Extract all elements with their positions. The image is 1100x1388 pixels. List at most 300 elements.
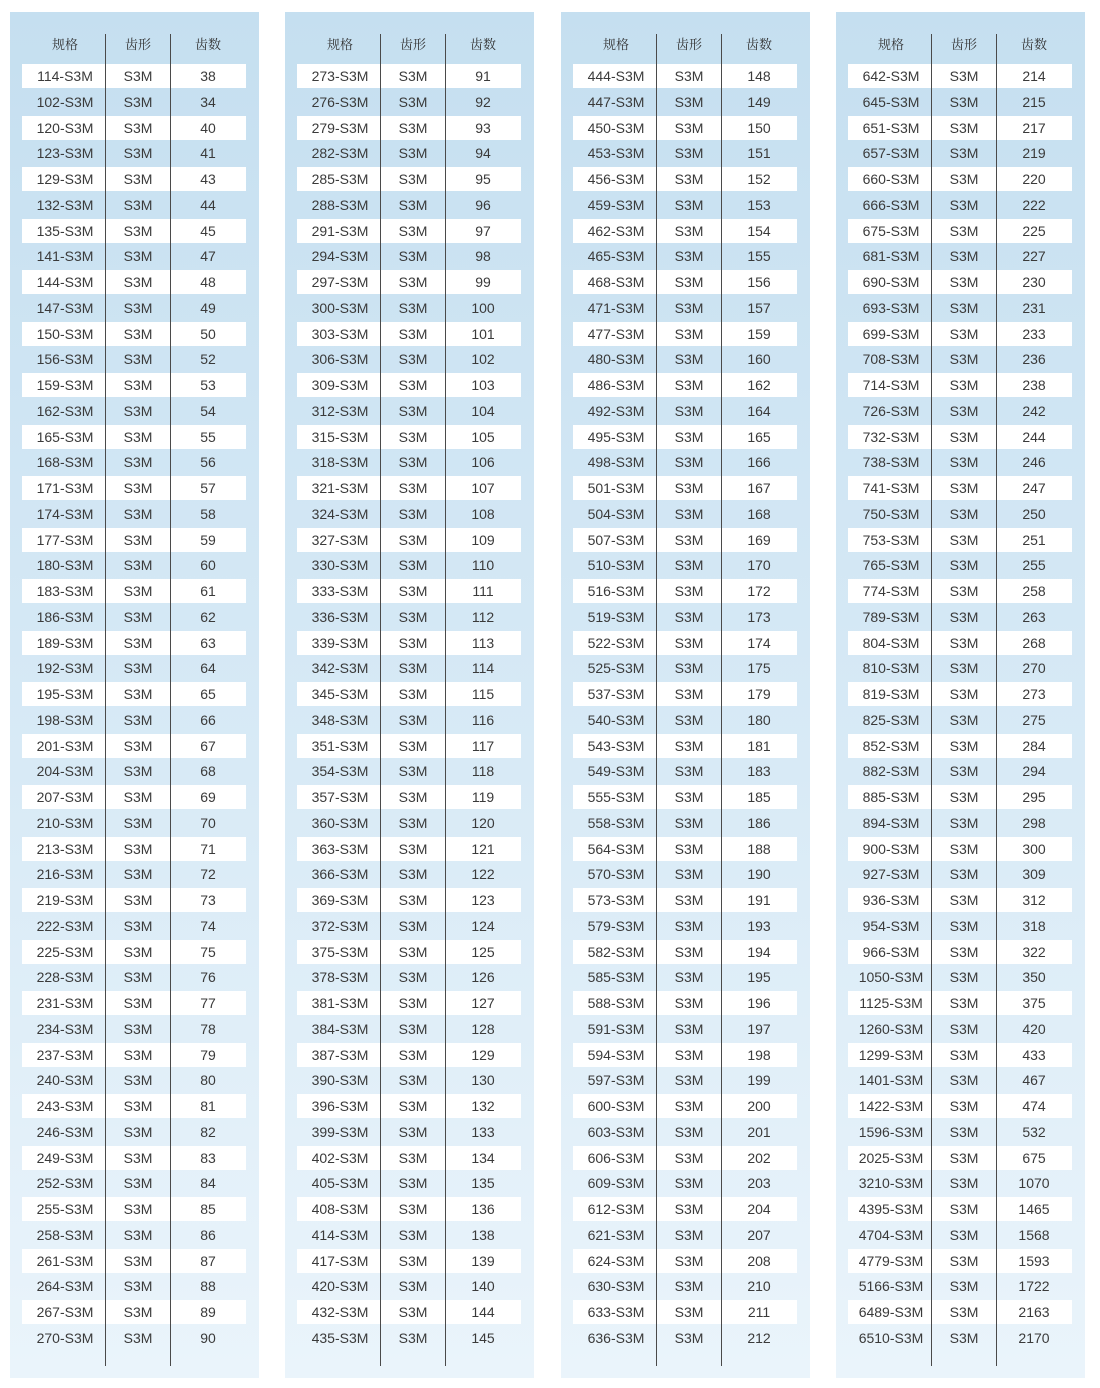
cell-tooth-profile: S3M xyxy=(398,119,428,136)
table-row xyxy=(22,1068,246,1094)
cell-spec: 267-S3M xyxy=(36,1304,94,1320)
cell-tooth-profile: S3M xyxy=(398,1175,428,1192)
cell-tooth-profile: S3M xyxy=(949,1072,979,1089)
cell-spec: 132-S3M xyxy=(36,196,94,213)
table-row xyxy=(22,785,246,811)
table-row xyxy=(297,579,521,605)
cell-tooth-count: 91 xyxy=(475,68,491,84)
table-row xyxy=(297,64,521,90)
cell-tooth-count: 174 xyxy=(747,634,771,651)
cell-tooth-count: 275 xyxy=(1022,711,1046,728)
table-row xyxy=(297,219,521,245)
cell-tooth-profile: S3M xyxy=(398,814,428,831)
header-spec: 规格 xyxy=(326,37,354,52)
table-row xyxy=(22,322,246,348)
cell-spec: 189-S3M xyxy=(36,634,94,651)
table-row xyxy=(297,425,521,451)
cell-tooth-profile: S3M xyxy=(674,686,704,702)
cell-spec: 462-S3M xyxy=(587,222,645,239)
table-row xyxy=(297,991,521,1017)
table-row xyxy=(573,1146,797,1172)
cell-tooth-profile: S3M xyxy=(398,1046,428,1063)
table-body xyxy=(573,64,797,1352)
cell-tooth-profile: S3M xyxy=(398,1226,428,1243)
table-row xyxy=(848,193,1072,219)
cell-tooth-count: 179 xyxy=(747,686,771,702)
cell-spec: 681-S3M xyxy=(862,248,920,265)
cell-spec: 435-S3M xyxy=(311,1329,369,1346)
cell-tooth-count: 164 xyxy=(747,402,771,419)
cell-tooth-profile: S3M xyxy=(123,119,153,136)
cell-spec: 342-S3M xyxy=(311,660,369,677)
cell-tooth-profile: S3M xyxy=(949,119,979,136)
table-row xyxy=(297,1274,521,1300)
cell-tooth-count: 175 xyxy=(747,660,771,677)
cell-tooth-count: 126 xyxy=(471,969,495,986)
cell-tooth-profile: S3M xyxy=(123,634,153,651)
cell-tooth-count: 183 xyxy=(747,763,771,780)
table-row xyxy=(573,193,797,219)
table-row xyxy=(573,450,797,476)
cell-tooth-profile: S3M xyxy=(674,119,704,136)
table-row xyxy=(573,811,797,837)
cell-tooth-count: 219 xyxy=(1022,145,1046,162)
cell-spec: 699-S3M xyxy=(862,325,920,342)
cell-tooth-count: 94 xyxy=(475,145,491,162)
cell-tooth-count: 38 xyxy=(200,68,216,84)
cell-tooth-profile: S3M xyxy=(949,299,979,316)
cell-tooth-count: 55 xyxy=(200,428,216,445)
table-row xyxy=(297,296,521,322)
cell-tooth-profile: S3M xyxy=(398,93,428,110)
table-row xyxy=(573,141,797,167)
cell-tooth-count: 199 xyxy=(747,1072,771,1089)
cell-tooth-profile: S3M xyxy=(123,686,153,702)
cell-tooth-count: 130 xyxy=(471,1072,495,1089)
cell-spec: 2025-S3M xyxy=(858,1149,924,1166)
cell-tooth-count: 123 xyxy=(471,892,495,908)
cell-spec: 585-S3M xyxy=(587,969,645,986)
cell-spec: 4704-S3M xyxy=(858,1226,924,1243)
cell-tooth-profile: S3M xyxy=(674,274,704,290)
table-row xyxy=(848,116,1072,142)
table-row xyxy=(22,759,246,785)
cell-spec: 477-S3M xyxy=(587,325,645,342)
cell-spec: 522-S3M xyxy=(587,634,645,651)
table-row xyxy=(848,1120,1072,1146)
cell-spec: 504-S3M xyxy=(587,505,645,522)
cell-tooth-count: 255 xyxy=(1022,557,1046,574)
column-divider xyxy=(105,34,106,1366)
cell-tooth-profile: S3M xyxy=(949,608,979,625)
table-row xyxy=(297,450,521,476)
table-row xyxy=(848,888,1072,914)
cell-tooth-profile: S3M xyxy=(123,1123,153,1140)
cell-tooth-count: 215 xyxy=(1022,93,1046,110)
cell-tooth-count: 122 xyxy=(471,866,495,883)
table-row xyxy=(573,64,797,90)
cell-spec: 1422-S3M xyxy=(858,1098,924,1114)
cell-tooth-count: 118 xyxy=(471,763,495,780)
cell-tooth-profile: S3M xyxy=(123,377,153,393)
cell-tooth-count: 56 xyxy=(200,454,216,471)
cell-tooth-count: 151 xyxy=(747,145,771,162)
table-row xyxy=(22,373,246,399)
cell-spec: 135-S3M xyxy=(36,222,94,239)
cell-tooth-count: 211 xyxy=(747,1304,771,1320)
table-row xyxy=(848,167,1072,193)
cell-tooth-count: 197 xyxy=(747,1020,771,1037)
cell-tooth-profile: S3M xyxy=(398,222,428,239)
spec-table-panel-2 xyxy=(285,12,534,1378)
cell-tooth-count: 65 xyxy=(200,686,216,702)
cell-tooth-count: 109 xyxy=(471,531,495,548)
header-tooth-profile: 齿形 xyxy=(950,37,978,52)
cell-tooth-profile: S3M xyxy=(398,1304,428,1320)
table-row xyxy=(573,322,797,348)
cell-tooth-count: 132 xyxy=(471,1098,495,1114)
cell-tooth-profile: S3M xyxy=(674,428,704,445)
cell-tooth-profile: S3M xyxy=(674,454,704,471)
cell-tooth-count: 263 xyxy=(1022,608,1046,625)
cell-tooth-profile: S3M xyxy=(123,402,153,419)
cell-tooth-count: 318 xyxy=(1022,917,1046,934)
cell-tooth-profile: S3M xyxy=(123,1072,153,1089)
cell-tooth-count: 125 xyxy=(471,943,495,960)
cell-spec: 162-S3M xyxy=(36,402,94,419)
cell-tooth-profile: S3M xyxy=(949,222,979,239)
table-row xyxy=(848,399,1072,425)
cell-tooth-count: 76 xyxy=(200,969,216,986)
cell-spec: 885-S3M xyxy=(862,789,920,805)
cell-tooth-profile: S3M xyxy=(398,299,428,316)
header-tooth-count: 齿数 xyxy=(194,37,222,52)
table-row xyxy=(22,605,246,631)
table-row xyxy=(22,965,246,991)
header-tooth-profile: 齿形 xyxy=(124,37,152,52)
cell-tooth-profile: S3M xyxy=(123,866,153,883)
column-divider xyxy=(721,34,722,1366)
table-row xyxy=(22,1326,246,1352)
cell-spec: 453-S3M xyxy=(587,145,645,162)
cell-tooth-count: 190 xyxy=(747,866,771,883)
cell-spec: 216-S3M xyxy=(36,866,94,883)
cell-tooth-count: 156 xyxy=(747,274,771,290)
cell-tooth-count: 1593 xyxy=(1018,1252,1050,1269)
cell-tooth-count: 44 xyxy=(200,196,216,213)
cell-spec: 417-S3M xyxy=(311,1252,369,1269)
cell-tooth-count: 48 xyxy=(200,274,216,290)
cell-spec: 1596-S3M xyxy=(858,1123,924,1140)
cell-tooth-profile: S3M xyxy=(674,505,704,522)
cell-tooth-profile: S3M xyxy=(123,248,153,265)
column-divider xyxy=(656,34,657,1366)
cell-tooth-profile: S3M xyxy=(123,1046,153,1063)
table-row xyxy=(573,1068,797,1094)
cell-tooth-count: 103 xyxy=(471,377,495,393)
cell-spec: 231-S3M xyxy=(36,995,94,1011)
header-tooth-profile: 齿形 xyxy=(399,37,427,52)
cell-tooth-count: 106 xyxy=(471,454,495,471)
cell-tooth-profile: S3M xyxy=(123,299,153,316)
cell-tooth-profile: S3M xyxy=(398,1201,428,1217)
cell-tooth-count: 270 xyxy=(1022,660,1046,677)
table-row xyxy=(573,1094,797,1120)
cell-tooth-count: 50 xyxy=(200,325,216,342)
cell-tooth-profile: S3M xyxy=(123,917,153,934)
cell-tooth-count: 41 xyxy=(200,145,216,162)
cell-tooth-count: 294 xyxy=(1022,763,1046,780)
table-row xyxy=(297,888,521,914)
cell-tooth-count: 96 xyxy=(475,196,491,213)
table-row xyxy=(22,940,246,966)
header-tooth-profile: 齿形 xyxy=(675,37,703,52)
cell-tooth-profile: S3M xyxy=(949,454,979,471)
cell-tooth-count: 82 xyxy=(200,1123,216,1140)
cell-tooth-profile: S3M xyxy=(123,608,153,625)
cell-tooth-profile: S3M xyxy=(674,377,704,393)
cell-tooth-profile: S3M xyxy=(949,402,979,419)
cell-tooth-profile: S3M xyxy=(949,840,979,857)
cell-spec: 261-S3M xyxy=(36,1252,94,1269)
cell-tooth-count: 154 xyxy=(747,222,771,239)
table-row xyxy=(848,965,1072,991)
cell-tooth-count: 73 xyxy=(200,892,216,908)
cell-tooth-count: 309 xyxy=(1022,866,1046,883)
table-row xyxy=(573,347,797,373)
table-row xyxy=(848,862,1072,888)
table-row xyxy=(848,708,1072,734)
cell-tooth-count: 133 xyxy=(471,1123,495,1140)
cell-spec: 447-S3M xyxy=(587,93,645,110)
cell-tooth-profile: S3M xyxy=(949,248,979,265)
cell-tooth-profile: S3M xyxy=(398,196,428,213)
cell-spec: 4395-S3M xyxy=(858,1201,924,1217)
cell-tooth-count: 53 xyxy=(200,377,216,393)
cell-spec: 357-S3M xyxy=(311,789,369,805)
table-row xyxy=(297,528,521,554)
table-row xyxy=(297,116,521,142)
cell-spec: 246-S3M xyxy=(36,1123,94,1140)
table-row xyxy=(297,1300,521,1326)
cell-tooth-profile: S3M xyxy=(674,222,704,239)
cell-spec: 606-S3M xyxy=(587,1149,645,1166)
cell-spec: 300-S3M xyxy=(311,299,369,316)
cell-spec: 5166-S3M xyxy=(858,1278,924,1295)
cell-spec: 285-S3M xyxy=(311,171,369,187)
table-row xyxy=(573,1017,797,1043)
cell-tooth-profile: S3M xyxy=(949,1123,979,1140)
table-row xyxy=(22,682,246,708)
cell-spec: 486-S3M xyxy=(587,377,645,393)
cell-tooth-profile: S3M xyxy=(398,505,428,522)
table-row xyxy=(848,1300,1072,1326)
cell-tooth-profile: S3M xyxy=(398,145,428,162)
table-row xyxy=(573,888,797,914)
table-row xyxy=(22,1146,246,1172)
cell-spec: 498-S3M xyxy=(587,454,645,471)
table-row xyxy=(297,940,521,966)
cell-tooth-profile: S3M xyxy=(398,377,428,393)
cell-tooth-profile: S3M xyxy=(674,866,704,883)
cell-tooth-count: 111 xyxy=(472,583,494,599)
cell-spec: 141-S3M xyxy=(36,248,94,265)
cell-tooth-profile: S3M xyxy=(398,892,428,908)
cell-tooth-count: 474 xyxy=(1022,1098,1046,1114)
cell-spec: 192-S3M xyxy=(36,660,94,677)
cell-spec: 612-S3M xyxy=(587,1201,645,1217)
cell-spec: 660-S3M xyxy=(862,171,920,187)
cell-tooth-count: 258 xyxy=(1022,583,1046,599)
cell-tooth-profile: S3M xyxy=(949,1098,979,1114)
cell-spec: 4779-S3M xyxy=(858,1252,924,1269)
table-row xyxy=(848,425,1072,451)
cell-tooth-count: 246 xyxy=(1022,454,1046,471)
cell-tooth-count: 159 xyxy=(747,325,771,342)
cell-spec: 666-S3M xyxy=(862,196,920,213)
cell-tooth-profile: S3M xyxy=(949,505,979,522)
cell-tooth-profile: S3M xyxy=(674,93,704,110)
table-row xyxy=(22,502,246,528)
table-row xyxy=(573,502,797,528)
table-row xyxy=(22,450,246,476)
cell-tooth-count: 251 xyxy=(1022,531,1046,548)
table-row xyxy=(22,1223,246,1249)
cell-spec: 444-S3M xyxy=(587,68,645,84)
table-row xyxy=(22,64,246,90)
cell-spec: 264-S3M xyxy=(36,1278,94,1295)
cell-tooth-profile: S3M xyxy=(949,145,979,162)
cell-tooth-count: 110 xyxy=(471,557,495,574)
cell-spec: 219-S3M xyxy=(36,892,94,908)
cell-tooth-count: 250 xyxy=(1022,505,1046,522)
table-row xyxy=(573,1197,797,1223)
cell-tooth-profile: S3M xyxy=(123,1175,153,1192)
table-row xyxy=(573,116,797,142)
cell-tooth-profile: S3M xyxy=(123,171,153,187)
cell-spec: 249-S3M xyxy=(36,1149,94,1166)
table-row xyxy=(573,90,797,116)
cell-tooth-profile: S3M xyxy=(123,274,153,290)
cell-spec: 603-S3M xyxy=(587,1123,645,1140)
cell-tooth-profile: S3M xyxy=(123,943,153,960)
cell-tooth-profile: S3M xyxy=(674,196,704,213)
cell-tooth-profile: S3M xyxy=(949,1046,979,1063)
cell-tooth-profile: S3M xyxy=(123,351,153,368)
cell-tooth-count: 68 xyxy=(200,763,216,780)
cell-spec: 399-S3M xyxy=(311,1123,369,1140)
cell-spec: 243-S3M xyxy=(36,1098,94,1114)
cell-tooth-profile: S3M xyxy=(398,1098,428,1114)
cell-spec: 333-S3M xyxy=(311,583,369,599)
table-row xyxy=(22,914,246,940)
cell-spec: 555-S3M xyxy=(587,789,645,805)
cell-tooth-profile: S3M xyxy=(949,814,979,831)
table-row xyxy=(848,244,1072,270)
cell-spec: 183-S3M xyxy=(36,583,94,599)
cell-tooth-profile: S3M xyxy=(398,995,428,1011)
cell-tooth-count: 80 xyxy=(200,1072,216,1089)
cell-spec: 1299-S3M xyxy=(858,1046,924,1063)
cell-tooth-count: 210 xyxy=(747,1278,771,1295)
cell-spec: 222-S3M xyxy=(36,917,94,934)
cell-tooth-profile: S3M xyxy=(674,1020,704,1037)
cell-tooth-profile: S3M xyxy=(674,634,704,651)
cell-spec: 1050-S3M xyxy=(858,969,924,986)
cell-spec: 591-S3M xyxy=(587,1020,645,1037)
table-row xyxy=(848,1274,1072,1300)
cell-tooth-profile: S3M xyxy=(123,814,153,831)
table-row xyxy=(848,90,1072,116)
column-divider xyxy=(380,34,381,1366)
cell-spec: 789-S3M xyxy=(862,608,920,625)
cell-spec: 282-S3M xyxy=(311,145,369,162)
cell-tooth-profile: S3M xyxy=(949,943,979,960)
cell-tooth-count: 295 xyxy=(1022,789,1046,805)
cell-spec: 348-S3M xyxy=(311,711,369,728)
cell-spec: 573-S3M xyxy=(587,892,645,908)
cell-tooth-count: 149 xyxy=(747,93,771,110)
cell-tooth-profile: S3M xyxy=(123,196,153,213)
table-row xyxy=(848,347,1072,373)
table-row xyxy=(297,656,521,682)
cell-tooth-profile: S3M xyxy=(949,171,979,187)
table-row xyxy=(848,502,1072,528)
table-row xyxy=(573,219,797,245)
cell-tooth-profile: S3M xyxy=(674,145,704,162)
table-row xyxy=(297,90,521,116)
cell-tooth-count: 74 xyxy=(200,917,216,934)
cell-tooth-profile: S3M xyxy=(674,171,704,187)
cell-tooth-count: 420 xyxy=(1022,1020,1046,1037)
cell-tooth-count: 64 xyxy=(200,660,216,677)
cell-tooth-profile: S3M xyxy=(123,454,153,471)
cell-tooth-profile: S3M xyxy=(949,866,979,883)
cell-tooth-count: 152 xyxy=(747,171,771,187)
cell-tooth-count: 160 xyxy=(747,351,771,368)
cell-tooth-count: 117 xyxy=(471,737,495,754)
cell-tooth-profile: S3M xyxy=(674,943,704,960)
cell-spec: 225-S3M xyxy=(36,943,94,960)
cell-tooth-profile: S3M xyxy=(949,274,979,290)
cell-spec: 594-S3M xyxy=(587,1046,645,1063)
cell-tooth-count: 1070 xyxy=(1018,1175,1050,1192)
table-row xyxy=(848,476,1072,502)
header-tooth-count: 齿数 xyxy=(469,37,497,52)
cell-spec: 414-S3M xyxy=(311,1226,369,1243)
table-row xyxy=(848,656,1072,682)
cell-tooth-count: 350 xyxy=(1022,969,1046,986)
cell-tooth-count: 88 xyxy=(200,1278,216,1295)
spec-table-panel-1 xyxy=(10,12,259,1378)
table-row xyxy=(573,965,797,991)
table-row xyxy=(848,631,1072,657)
table-row xyxy=(297,1223,521,1249)
cell-tooth-profile: S3M xyxy=(123,737,153,754)
cell-tooth-count: 236 xyxy=(1022,351,1046,368)
cell-tooth-count: 119 xyxy=(471,789,495,805)
cell-tooth-count: 217 xyxy=(1022,119,1046,136)
cell-tooth-count: 95 xyxy=(475,171,491,187)
cell-tooth-count: 284 xyxy=(1022,737,1046,754)
cell-tooth-count: 108 xyxy=(471,505,495,522)
table-body xyxy=(848,64,1072,1352)
cell-tooth-count: 157 xyxy=(747,299,771,316)
table-row xyxy=(848,1043,1072,1069)
cell-tooth-count: 166 xyxy=(747,454,771,471)
cell-tooth-count: 194 xyxy=(747,943,771,960)
cell-spec: 114-S3M xyxy=(37,68,93,84)
